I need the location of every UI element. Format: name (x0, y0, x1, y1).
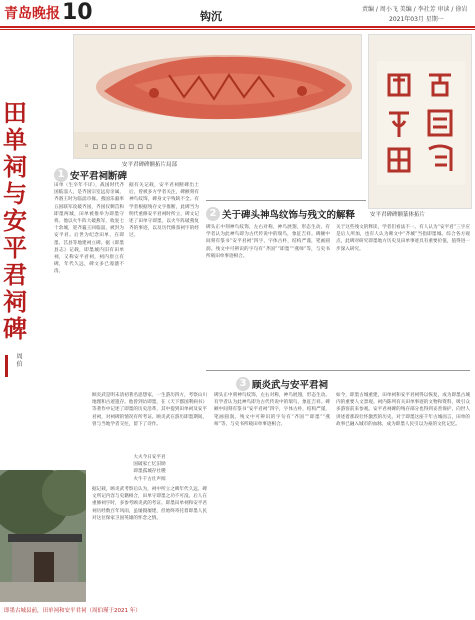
section-rule (206, 200, 366, 201)
svg-text:◦ ▫ ▫ ▫ ▫ ▫ ▫ ▫: ◦ ▫ ▫ ▫ ▫ ▫ ▫ ▫ (84, 142, 153, 152)
page-number: 10 (62, 0, 93, 25)
text-column-f: 据记载，顾炎武考察后认为，祠中所立之碑年代久远，碑文所记内容与史籍相合，田单守即墨之功不可没。后人在重修祠宇时，多参考顾炎武的考证。即墨田单祠和安平君祠历经数百年风雨，虽屡毁屡建，但始终寄托着即墨人民对这位保家卫国英雄的怀念之情。 (92, 487, 207, 521)
article-title: 田单祠与安平君祠碑 (3, 99, 27, 343)
section-title: 关于碑头神鸟纹饰与残文的解释 (222, 209, 356, 221)
poem-line: 国破家亡忆旧勋 (133, 462, 166, 468)
header-rule (0, 26, 475, 28)
section-number: 1 (54, 168, 68, 182)
section-rule (206, 370, 470, 371)
date-line: 2021年03月 星期一 (389, 16, 444, 23)
temple-photo-graphic (0, 470, 86, 602)
text-column-a: 田单（生卒年不详），战国时代齐国临淄人，是齐国宗室远房亲属，齐湣王时为临淄市掾。燕国乐毅率五国联军攻破齐国，齐国仅剩莒和即墨两城，田单被推举为即墨守将。他以火牛阵大破燕军，收复七十余城，迎齐襄王回临淄，被封为安平君。后世为纪念田单，在即墨、莒县等地建祠立碑。据《即墨县志》记载，即墨城内旧有田单祠，又称安平君祠，祠内原立有碑，年代久远，碑文多已漫漶不清。 (54, 183, 124, 275)
quoted-poem (92, 454, 207, 483)
seal-script-rubbing-image (368, 34, 472, 209)
title-accent-bar (5, 355, 8, 377)
photo-caption: 即墨古城县前，田单祠和安平君祠（周伯瑾于2021 年） (4, 608, 141, 614)
seal-caption: 安平君碑碑额篆体拓片 (370, 212, 426, 218)
section-2-heading (206, 203, 355, 219)
seal-script-graphic (369, 35, 472, 209)
header-rule-thin (0, 29, 475, 30)
article-author: 周 伯 (15, 353, 22, 367)
stele-rubbing-image (73, 34, 362, 159)
section-title: 安平君祠断碑 (70, 170, 128, 182)
section-number: 2 (206, 207, 220, 221)
section-1-heading (54, 164, 127, 180)
rubbing-caption: 安平君碑碑额拓片局部 (122, 162, 178, 168)
text-column-g: 如今，即墨古城重建，田单祠和安平君祠得以恢复，成为即墨古城内的重要人文景观。祠内陈列有关田单事迹的文物和资料，吸引众多游客前来参观。安平君祠碑的残存部分也得到妥善保护，向世人讲述着那段壮怀激烈的历史。对于即墨这座千年古城而言，田单的故事已融入城市的血脉，成为即墨人民引以为豪的文化记忆。 (336, 393, 470, 427)
text-column-e: 顾炎武是明末清初著名思想家，一生游历四方，考察山川地理和古迹遗存。他曾到访即墨，在《天下郡国利病书》等著作中记述了即墨的历史沿革，其中提到田单祠及安平君祠，对祠碑的情况有所考证。顾炎武在游历即墨期间，曾与当地学者交往，留下了诗作。 (92, 393, 207, 427)
poem-line: 即墨孤城存社稷 (133, 469, 166, 475)
section-title: 顾炎武与安平君祠 (252, 379, 329, 391)
text-column-c: 碑头正中刻神鸟纹饰，左右对称，神鸟展翅，形态生动。有学者认为此神鸟即为古代传说中的瑞鸟，象征吉祥。碑额中间刻有篆书“安平君祠”四字，字体古朴，结构严谨，笔画圆润。残文中可辨识的字句有“齐国”“即墨”“燕师”等，与史书所载田单事迹相合。 (206, 225, 330, 259)
editor-line: 责编 / 周小飞 美编 / 李社芳 审读 / 徐岩 (362, 6, 468, 13)
newspaper-logo: 青岛晚报 (4, 6, 60, 22)
text-column-d: 关于这些残文的释读，学者们看法不一。有人认为“安平君”三字应是后人所加，也有人认为碑文中“齐城”当指即墨城。综合各方观点，此碑对研究即墨地方历史及田单事迹具有重要价值，值得进一步深入研究。 (336, 225, 470, 252)
stele-rubbing-graphic (74, 35, 362, 159)
poem-line: 火牛千古壮声闻 (133, 476, 166, 482)
section-name: 钩沉 (200, 10, 222, 23)
section-3-heading (236, 373, 328, 389)
page-header (0, 0, 475, 28)
temple-photo (0, 470, 86, 602)
section-number: 3 (236, 377, 250, 391)
text-column-f2: 碑头正中刻神鸟纹饰，左右对称，神鸟展翅，形态生动。有学者认为此神鸟即为古代传说中的瑞鸟，象征吉祥。碑额中间刻有篆书“安平君祠”四字，字体古朴，结构严谨，笔画圆润。残文中可辨识的字句有“齐国”“即墨”“燕师”等，与史书所载田单事迹相合。 (214, 393, 330, 427)
text-column-b: 据有关记载，安平君祠断碑出土后，曾被多方学者关注，碑额刻有神鸟纹饰，碑身文字残缺不全。有学者根据残存文字推断，此碑当为明代重修安平君祠时所立，碑文记述了田单守即墨、以火牛阵破燕复齐的事迹，以及历代修葺祠宇的经过。 (129, 183, 199, 239)
poem-line: 大夫今日安平君 (133, 455, 166, 460)
